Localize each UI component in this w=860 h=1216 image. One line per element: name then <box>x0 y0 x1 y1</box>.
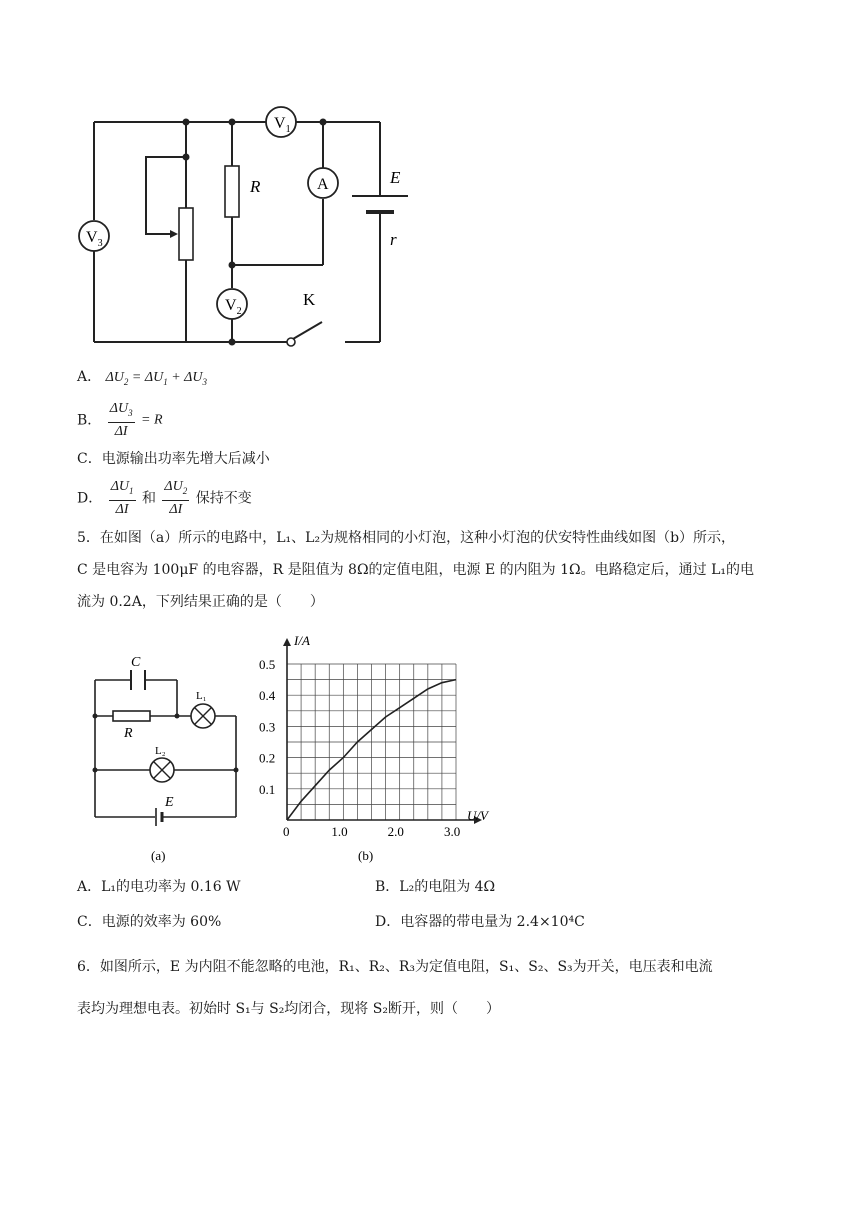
circuit-diagram-a <box>85 645 250 870</box>
resistor-r-a <box>113 711 150 721</box>
question-line: 表均为理想电表。初始时 S₁与 S₂均闭合，现将 S₂断开，则（ ） <box>77 1001 500 1017</box>
svg-text:V3: $V_3$ <box>86 229 103 249</box>
y-tick-label: 0.5 <box>259 657 276 672</box>
formula-sub: 3 <box>128 407 133 418</box>
question-line: 6．如图所示，E 为内阻不能忽略的电池，R₁、R₂、R₃为定值电阻，S₁、S₂、S₃为开关，电压表和电流 <box>77 959 713 975</box>
question-6 <box>77 946 817 1030</box>
fraction <box>162 478 189 519</box>
label-internal-r: r <box>390 230 397 249</box>
x-tick-label: 2.0 <box>387 824 404 839</box>
voltmeter-v1 <box>266 107 296 137</box>
y-tick-label: 0.4 <box>259 688 276 704</box>
option-label: B． <box>77 412 102 429</box>
option-text: 保持不变 <box>195 490 252 507</box>
y-axis-label: I/A <box>294 633 310 648</box>
voltmeter-v2 <box>217 289 247 319</box>
rheostat-slider-arrow <box>170 230 178 238</box>
switch-terminal <box>287 338 295 346</box>
label-capacitor: C <box>131 655 141 670</box>
y-tick-label: 0.3 <box>259 719 276 735</box>
conjunction: 和 <box>141 490 156 507</box>
chart-tick-labels <box>259 657 460 839</box>
x-tick-label: 1.0 <box>331 824 348 839</box>
q4-option-b <box>77 400 163 441</box>
formula-part: ΔU <box>105 370 124 385</box>
q5-option-a: A．L₁的电功率为 0.16 W <box>77 879 241 895</box>
denominator: ΔI <box>169 501 183 517</box>
fraction <box>108 400 135 441</box>
x-tick-label: 0 <box>283 824 290 839</box>
chart-axes <box>283 638 482 824</box>
rheostat <box>179 208 193 260</box>
question-line: 5．在如图（a）所示的电路中，L₁、L₂为规格相同的小灯泡，这种小灯泡的伏安特性曲线如图（b）所示， <box>77 530 736 546</box>
ammeter-a <box>308 168 338 198</box>
iv-curve-chart <box>255 630 490 870</box>
label-emf: E <box>165 795 174 810</box>
svg-text:V1: $V_1$ <box>274 115 291 135</box>
q4-option-d <box>77 478 252 519</box>
formula-sub: 1 <box>163 376 168 387</box>
y-tick-label: 0.2 <box>259 750 276 766</box>
label-e: E <box>390 168 401 187</box>
lamp-l1 <box>191 704 215 728</box>
option-label: A． <box>77 369 102 385</box>
svg-text:A: A <box>317 176 329 193</box>
formula-part: = ΔU <box>128 370 164 385</box>
caption-a: (a) <box>151 848 166 863</box>
label-lamp2: L₂ <box>155 745 166 757</box>
q4-option-a <box>77 367 207 392</box>
svg-text:V2: $V_2$ <box>225 297 242 317</box>
denominator: ΔI <box>114 423 128 439</box>
label-k: K <box>303 290 316 309</box>
question-5 <box>77 522 817 618</box>
label-lamp1: L₁ <box>196 690 207 702</box>
label-resistor: R <box>124 726 133 741</box>
resistor-r <box>225 166 239 217</box>
fraction <box>109 478 136 519</box>
x-tick-label: 3.0 <box>444 824 461 839</box>
option-label: D． <box>77 490 103 507</box>
formula-sub: 2 <box>182 485 188 496</box>
option-label: C． <box>77 451 102 467</box>
y-axis-arrow <box>283 638 291 646</box>
numerator: ΔU <box>110 479 130 494</box>
option-text: 电源输出功率先增大后减小 <box>101 451 270 467</box>
denominator: ΔI <box>115 501 129 517</box>
q5-option-d: D．电容器的带电量为 2.4×10⁴C <box>375 914 585 930</box>
label-r: R <box>250 177 261 196</box>
chart-caption: (b) <box>358 848 374 863</box>
q4-option-c <box>77 449 270 469</box>
q5-option-c: C．电源的效率为 60% <box>77 914 222 930</box>
question-line: C 是电容为 100μF 的电容器，R 是阻值为 8Ω的定值电阻，电源 E 的内阻为 1Ω。电路稳定后，通过 L₁的电 <box>77 562 754 578</box>
q5-option-b: B．L₂的电阻为 4Ω <box>375 879 496 895</box>
question-line: 流为 0.2A，下列结果正确的是（ ） <box>77 594 324 610</box>
formula-sub: 3 <box>202 376 207 387</box>
y-tick-label: 0.1 <box>259 781 276 797</box>
x-axis-label: U/V <box>467 808 488 823</box>
numerator: ΔU <box>164 479 183 494</box>
circuit-diagram-1 <box>60 95 440 360</box>
formula-sub: 2 <box>123 376 129 387</box>
formula-part: + ΔU <box>167 370 203 385</box>
numerator: ΔU <box>109 401 129 416</box>
formula-part: = R <box>141 412 163 428</box>
formula-sub: 1 <box>129 485 134 496</box>
lamp-l2 <box>150 758 174 782</box>
voltmeter-v3 <box>79 221 109 251</box>
